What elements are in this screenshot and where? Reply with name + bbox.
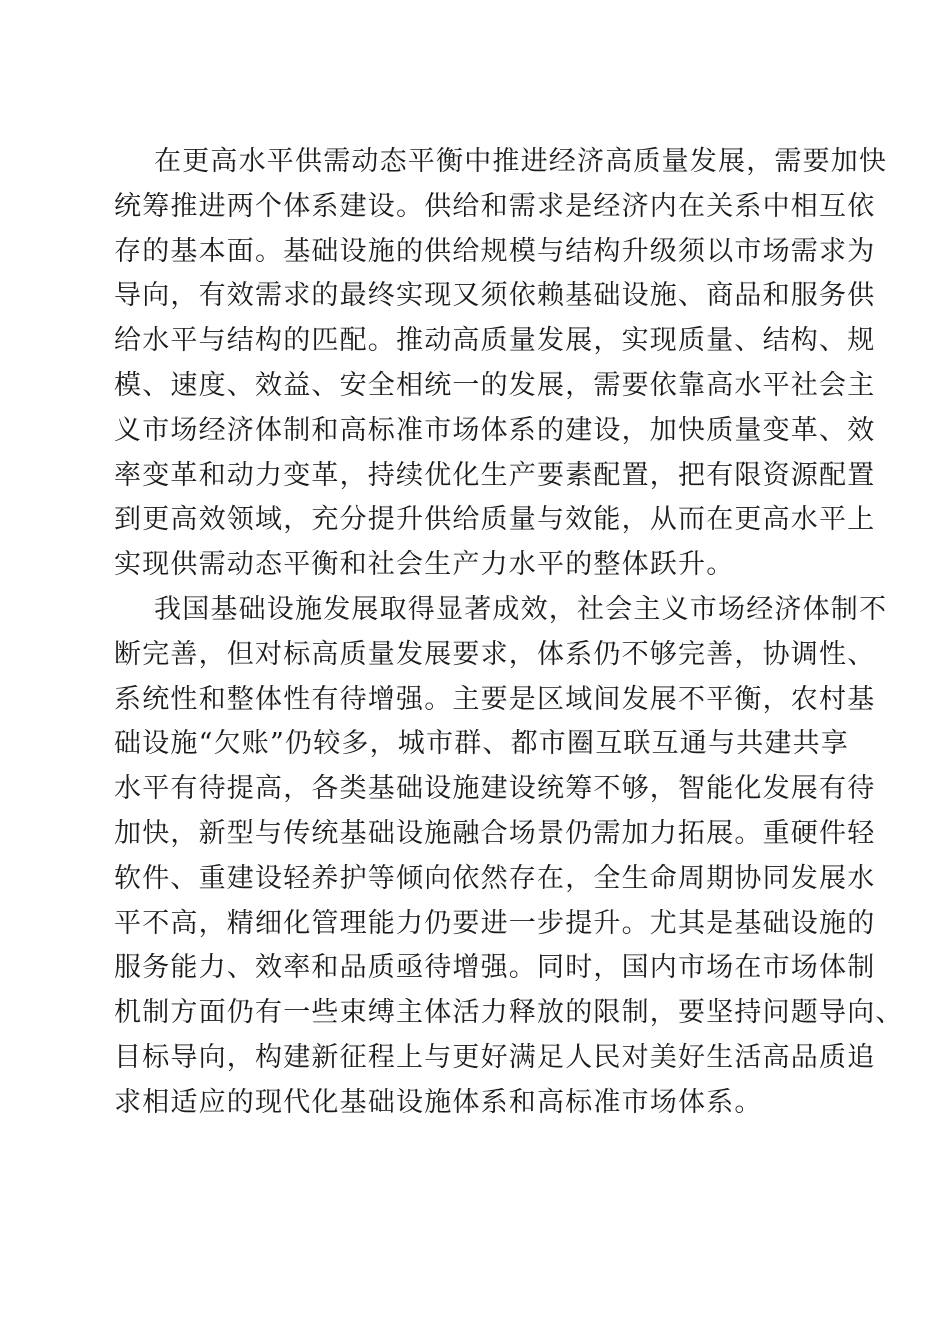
paragraph-line: 实现供需动态平衡和社会生产力水平的整体跃升。 bbox=[114, 549, 735, 581]
paragraph-line: 我国基础设施发展取得显著成效，社会主义市场经济体制不 bbox=[154, 593, 888, 625]
paragraph-line: 机制方面仍有一些束缚主体活力释放的限制，要坚持问题导向、 bbox=[114, 997, 904, 1029]
document-body bbox=[114, 140, 904, 1126]
paragraph-line: 系统性和整体性有待增强。主要是区域间发展不平衡，农村基 bbox=[114, 683, 876, 715]
paragraph-line: 存的基本面。基础设施的供给规模与结构升级须以市场需求为 bbox=[114, 235, 876, 267]
paragraph-line: 断完善，但对标高质量发展要求，体系仍不够完善，协调性、 bbox=[114, 638, 876, 670]
paragraph-line: 到更高效领域，充分提升供给质量与效能，从而在更高水平上 bbox=[114, 504, 876, 536]
paragraph-line: 率变革和动力变革，持续优化生产要素配置，把有限资源配置 bbox=[114, 459, 876, 491]
paragraph-line: 求相适应的现代化基础设施体系和高标准市场体系。 bbox=[114, 1086, 763, 1118]
paragraph-line: 软件、重建设轻养护等倾向依然存在，全生命周期协同发展水 bbox=[114, 862, 876, 894]
paragraph-line: 加快，新型与传统基础设施融合场景仍需加力拓展。重硬件轻 bbox=[114, 817, 876, 849]
paragraph-line: 础设施“欠账”仍较多，城市群、都市圈互联互通与共建共享 bbox=[114, 728, 850, 760]
paragraph-line: 在更高水平供需动态平衡中推进经济高质量发展，需要加快 bbox=[154, 146, 888, 177]
paragraph-line: 模、速度、效益、安全相统一的发展，需要依靠高水平社会主 bbox=[114, 369, 876, 401]
paragraph-1 bbox=[114, 140, 888, 588]
paragraph-line: 目标导向，构建新征程上与更好满足人民对美好生活高品质追 bbox=[114, 1041, 876, 1073]
paragraph-line: 服务能力、效率和品质亟待增强。同时，国内市场在市场体制 bbox=[114, 952, 876, 984]
paragraph-line: 平不高，精细化管理能力仍要进一步提升。尤其是基础设施的 bbox=[114, 907, 876, 939]
paragraph-line: 义市场经济体制和高标准市场体系的建设，加快质量变革、效 bbox=[114, 414, 876, 446]
paragraph-2 bbox=[114, 588, 904, 1126]
paragraph-line: 给水平与结构的匹配。推动高质量发展，实现质量、结构、规 bbox=[114, 325, 876, 357]
paragraph-line: 水平有待提高，各类基础设施建设统筹不够，智能化发展有待 bbox=[114, 773, 876, 805]
paragraph-line: 导向，有效需求的最终实现又须依赖基础设施、商品和服务供 bbox=[114, 280, 876, 312]
paragraph-line: 统筹推进两个体系建设。供给和需求是经济内在关系中相互依 bbox=[114, 190, 876, 222]
